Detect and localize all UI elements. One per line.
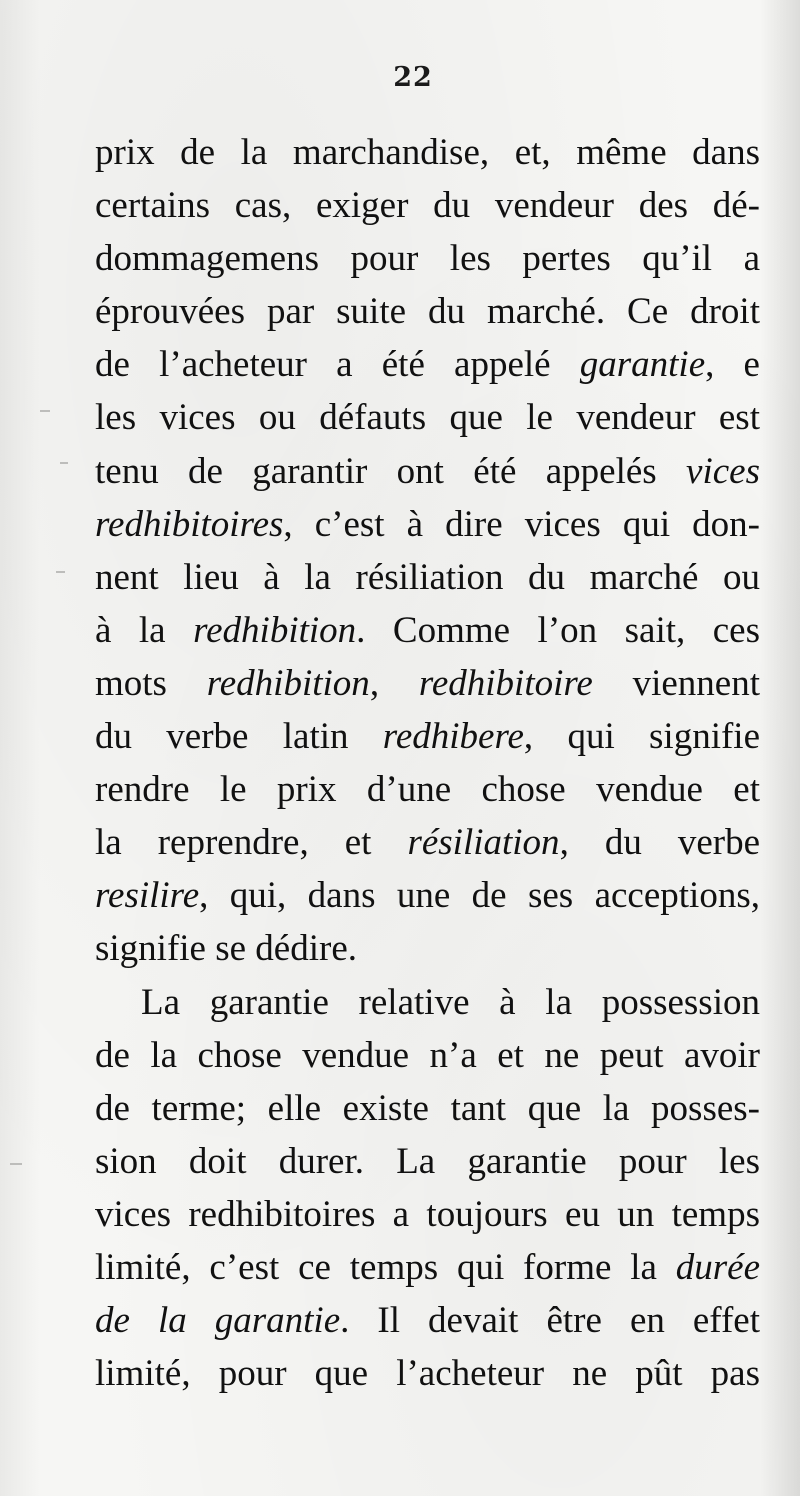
text-line [95,445,760,498]
text-run: , [369,662,419,704]
italic-term: redhibitoires [95,503,284,545]
text-run: certains cas, exiger du vendeur des dé- [95,185,760,227]
text-run: , e [705,344,760,386]
text-line [95,976,760,1029]
italic-term: redhibere [382,716,524,758]
scan-speck [10,1163,22,1165]
text-run: nent lieu à la résiliation du marché ou [95,556,760,598]
text-run: de terme; elle existe tant que la posses- [95,1087,760,1129]
text-line [95,657,760,710]
text-line [95,1241,760,1294]
italic-term: durée [675,1246,760,1288]
text-line [95,1082,760,1135]
text-line [95,232,760,285]
text-run: , qui signifie [523,716,760,758]
text-run: , du verbe [559,822,761,864]
page-number: 22 [393,62,433,93]
scan-speck [40,410,50,412]
text-line [95,179,760,232]
text-line [95,126,760,179]
text-run: éprouvées par suite du marché. Ce droit [95,291,760,333]
text-line [95,763,760,816]
scan-speck [56,571,65,573]
italic-term: redhibition [193,609,357,651]
text-line [95,869,760,922]
text-line [95,1135,760,1188]
text-run: vices redhibitoires a toujours eu un temps [95,1193,760,1235]
text-line [95,391,760,444]
text-line [95,338,760,391]
text-run: limité, c’est ce temps qui forme la [95,1246,676,1288]
text-line [95,285,760,338]
text-run: la reprendre, et [95,822,408,864]
text-run: rendre le prix d’une chose vendue et [95,769,760,811]
text-run: sion doit durer. La garantie pour les [95,1140,760,1182]
text-line [95,1029,760,1082]
text-run: . Comme l’on sait, ces [356,609,760,651]
text-line [95,922,760,975]
text-run: viennent [592,662,761,704]
text-run: La garantie relative à la possession [141,981,760,1023]
text-line [95,1188,760,1241]
italic-term: de la garantie [95,1300,341,1342]
text-run: . Il devait être en effet [340,1300,760,1342]
text-line [95,1294,760,1347]
text-line [95,816,760,869]
text-run: limité, pour que l’acheteur ne pût pas [95,1353,760,1395]
text-run: dommagemens pour les pertes qu’il a [95,238,760,280]
text-line [95,498,760,551]
text-run: de la chose vendue n’a et ne peut avoir [95,1034,760,1076]
body-text [95,126,760,1400]
italic-term: resilire [95,875,200,917]
text-run: signifie se dédire. [95,928,357,970]
text-run: de l’acheteur a été appelé [95,344,580,386]
paragraph [95,976,760,1401]
text-run: du verbe latin [95,716,383,758]
text-run: tenu de garantir ont été appelés [95,450,687,492]
text-line [95,1347,760,1400]
scan-speck [60,462,68,464]
text-run: les vices ou défauts que le vendeur est [95,397,760,439]
italic-term: redhibition [206,662,370,704]
italic-term: résiliation [407,822,560,864]
text-run: à la [95,609,194,651]
italic-term: garantie [579,344,706,386]
text-run: mots [95,662,207,704]
text-run: prix de la marchandise, et, même dans [95,132,760,173]
text-line [95,710,760,763]
text-run: , c’est à dire vices qui don- [283,503,760,545]
italic-term: vices [686,450,760,492]
text-line [95,604,760,657]
paragraph [95,126,760,976]
italic-term: redhibitoire [418,662,593,704]
text-run: , qui, dans une de ses acceptions, [199,875,760,917]
text-line [95,551,760,604]
